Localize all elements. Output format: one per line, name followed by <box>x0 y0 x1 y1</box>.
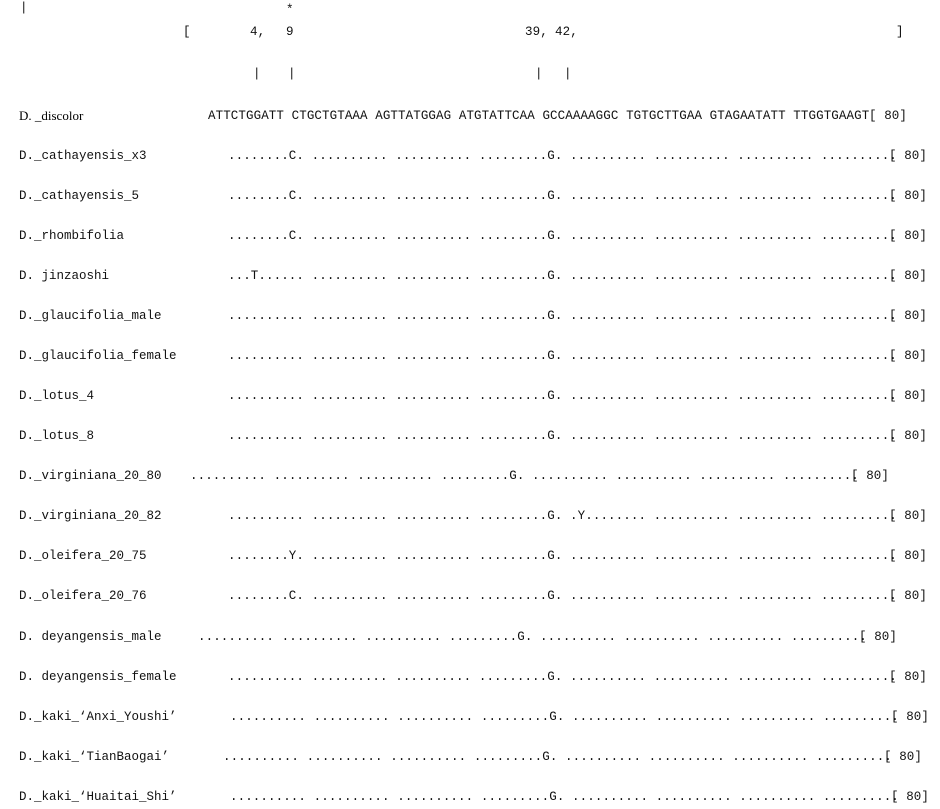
position-count: [ 80] <box>889 229 928 243</box>
header-pos-42: 42, <box>555 25 578 39</box>
sequence: .......... .......... .......... .........G. .Y........ .......... .......... .......... <box>228 509 897 523</box>
sequence: .......... .......... .......... .........G. .......... .......... .......... .......... <box>230 710 899 724</box>
alignment-row <box>0 629 940 645</box>
sequence: .......... .......... .......... .........G. .......... .......... .......... .......... <box>228 309 897 323</box>
alignment-row <box>0 188 940 204</box>
taxon-name: D._oleifera_20_76 <box>19 589 147 603</box>
position-count: [ 80] <box>884 750 923 764</box>
position-count: [ 80] <box>889 670 928 684</box>
taxon-name: D._cathayensis_x3 <box>19 149 147 163</box>
position-count: [ 80] <box>889 429 928 443</box>
taxon-name: D._cathayensis_5 <box>19 189 140 203</box>
sequence: ........Y. .......... .......... .........G. .......... .......... .......... .......... <box>228 549 897 563</box>
alignment-row <box>0 468 940 484</box>
alignment-row <box>0 669 940 685</box>
sequence: ........C. .......... .......... .........G. .......... .......... .......... .......... <box>228 189 897 203</box>
sequence: ........C. .......... .......... .........G. .......... .......... .......... .......... <box>228 589 897 603</box>
position-count: [ 80] <box>889 509 928 523</box>
sequence: .......... .......... .......... .........G. .......... .......... .......... .......... <box>228 389 897 403</box>
taxon-name: D._lotus_8 <box>19 429 95 443</box>
taxon-name: D. deyangensis_male <box>19 630 162 644</box>
sequence: .......... .......... .......... .........G. .......... .......... .......... .......... <box>223 750 892 764</box>
position-count: [ 80] <box>889 589 928 603</box>
header-tick: | <box>535 67 543 81</box>
alignment-row <box>0 228 940 244</box>
header-tick: | <box>253 67 261 81</box>
sequence: .......... .......... .......... .........G. .......... .......... .......... .......... <box>228 670 897 684</box>
taxon-name: D._kaki_‘Huaitai_Shi’ <box>19 790 177 804</box>
sequence: ...T...... .......... .......... .........G. .......... .......... .......... .......... <box>228 269 897 283</box>
taxon-name: D._kaki_‘TianBaogai’ <box>19 750 170 764</box>
header-tick: | <box>288 67 296 81</box>
alignment-row <box>0 588 940 604</box>
header-pos-4: 4, <box>250 25 266 39</box>
alignment-row <box>0 268 940 284</box>
alignment-row <box>0 148 940 164</box>
sequence: ........C. .......... .......... .........G. .......... .......... .......... .......... <box>228 229 897 243</box>
taxon-name: D. _discolor <box>19 108 84 123</box>
header-star: * <box>286 3 294 17</box>
position-count: [ 80] <box>889 189 928 203</box>
sequence: ATTCTGGATT CTGCTGTAAA AGTTATGGAG ATGTATTCAA GCCAAAAGGC TGTGCTTGAA GTAGAATATT TTGGTGAAGT <box>208 109 870 123</box>
alignment-row <box>0 308 940 324</box>
alignment-row <box>0 548 940 564</box>
taxon-name: D. jinzaoshi <box>19 269 110 283</box>
position-count: [ 80] <box>889 549 928 563</box>
sequence: .......... .......... .......... .........G. .......... .......... .......... .......... <box>228 429 897 443</box>
taxon-name: D._virginiana_20_82 <box>19 509 162 523</box>
header-bracket-open: [ <box>183 25 191 39</box>
taxon-name: D._oleifera_20_75 <box>19 549 147 563</box>
alignment-row <box>0 709 940 725</box>
position-count: [ 80] <box>889 149 928 163</box>
position-count: [ 80] <box>859 630 898 644</box>
alignment-row <box>0 789 940 805</box>
position-count: [ 80] <box>869 109 908 123</box>
alignment-row <box>0 428 940 444</box>
sequence: .......... .......... .......... .........G. .......... .......... .......... .......... <box>228 349 897 363</box>
position-count: [ 80] <box>889 269 928 283</box>
header-pos-9: 9 <box>286 25 294 39</box>
position-count: [ 80] <box>889 349 928 363</box>
alignment-row <box>0 388 940 404</box>
taxon-name: D._rhombifolia <box>19 229 125 243</box>
sequence: .......... .......... .......... .........G. .......... .......... .......... .......... <box>230 790 899 804</box>
taxon-name: D._kaki_‘Anxi_Youshi’ <box>19 710 177 724</box>
taxon-name: D. deyangensis_female <box>19 670 177 684</box>
sequence: .......... .......... .......... .........G. .......... .......... .......... .......... <box>190 469 859 483</box>
alignment-row <box>0 749 940 765</box>
taxon-name: D._glaucifolia_female <box>19 349 177 363</box>
alignment-row <box>0 508 940 524</box>
position-count: [ 80] <box>889 309 928 323</box>
position-count: [ 80] <box>851 469 890 483</box>
sequence: .......... .......... .......... .........G. .......... .......... .......... .......... <box>198 630 867 644</box>
alignment-row <box>0 108 940 124</box>
header-pipe-top: | <box>20 1 28 15</box>
header-pos-39: 39, <box>525 25 548 39</box>
alignment-row <box>0 348 940 364</box>
taxon-name: D._virginiana_20_80 <box>19 469 162 483</box>
header-tick: | <box>564 67 572 81</box>
sequence: ........C. .......... .......... .........G. .......... .......... .......... .......... <box>228 149 897 163</box>
position-count: [ 80] <box>891 710 930 724</box>
position-count: [ 80] <box>891 790 930 804</box>
taxon-name: D._lotus_4 <box>19 389 95 403</box>
header-bracket-close: ] <box>896 25 904 39</box>
position-count: [ 80] <box>889 389 928 403</box>
taxon-name: D._glaucifolia_male <box>19 309 162 323</box>
